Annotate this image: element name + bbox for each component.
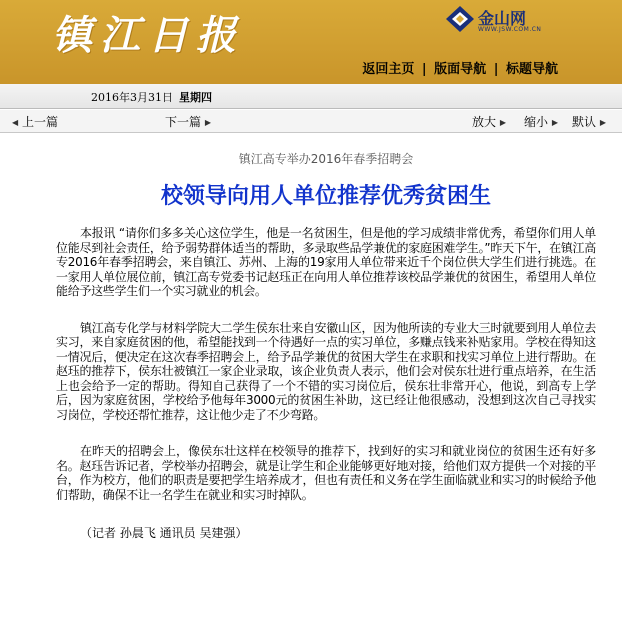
date-value: 2016年3月31日 <box>91 91 173 104</box>
issue-date <box>91 89 212 105</box>
masthead-logo: 镇江日报 <box>52 12 244 59</box>
logo-url: WWW.JSW.COM.CN <box>478 26 542 33</box>
article-toolbar <box>0 110 622 133</box>
header-banner <box>0 0 622 84</box>
date-bar <box>0 84 622 109</box>
triangle-left-icon: ◀ <box>12 118 19 127</box>
article-byline: （记者 孙晨飞 通讯员 吴建强） <box>80 526 248 540</box>
next-article-label: 下一篇 <box>165 115 202 129</box>
zoom-out-button[interactable] <box>524 113 558 130</box>
prev-article-label: 上一篇 <box>21 115 58 129</box>
jinshanwang-logo[interactable] <box>444 4 542 34</box>
triangle-right-icon: ▶ <box>599 118 606 127</box>
nav-home-link[interactable]: 返回主页 <box>362 62 415 77</box>
next-article-button[interactable] <box>165 113 211 130</box>
zoom-out-label: 缩小 <box>524 115 549 129</box>
prev-article-button[interactable] <box>12 113 58 130</box>
default-size-button[interactable] <box>572 113 606 130</box>
article-paragraph: 本报讯 “请你们多多关心这位学生，他是一名贫困生，但是他的学习成绩非常优秀，希望你们用人单位能尽到社会责任，给予弱势群体适当的帮助，多录取些品学兼优的家庭困难学生。”昨天下午，在镇江高专2016年春季招聘会，来自镇江、苏州、上海的19家用人单位带来近千个岗位供大学生们进行挑选。在一家用人单位展位前，镇江高专党委书记赵珏正在向用人单位推荐该校品学兼优的贫困生，希望用人单位能给予这些学生们一个实习就业的机会。 <box>56 226 596 298</box>
top-nav <box>362 58 558 77</box>
article-paragraph: 镇江高专化学与材料学院大二学生侯东壮来自安徽山区，因为他所读的专业大三时就要到用人单位去实习，来自家庭贫困的他，希望能找到一个待遇好一点的实习单位，多赚点钱来补贴家用。学校在得知这一情况后，便决定在这次春季招聘会上，给予品学兼优的贫困大学生在求职和找实习单位上进行帮助。在赵珏的推荐下，侯东壮被镇江一家企业录取，该企业负责人表示，他们会对侯东壮进行重点培养，在生活上也会给予一定的帮助。得知自己获得了一个不错的实习岗位后，侯东壮非常开心，他说，到高专上学后，因为家庭贫困，学校给予他每年3000元的贫困生补助，这已经让他很感动，没想到这次自己寻找实习岗位，学校还帮忙推荐，这让他少走了不少弯路。 <box>56 320 596 422</box>
article-title: 校领导向用人单位推荐优秀贫困生 <box>160 184 491 209</box>
triangle-right-icon: ▶ <box>204 118 211 127</box>
nav-separator: | <box>493 62 499 77</box>
jinshanwang-logo-icon <box>444 4 476 34</box>
article-subtitle: 镇江高专举办2016年春季招聘会 <box>238 152 414 166</box>
nav-separator: | <box>421 62 427 77</box>
triangle-right-icon: ▶ <box>499 118 506 127</box>
triangle-right-icon: ▶ <box>551 118 558 127</box>
article-paragraph: 在昨天的招聘会上，像侯东壮这样在校领导的推荐下，找到好的实习和就业岗位的贫困生还有好多名。赵珏告诉记者，学校举办招聘会，就是让学生和企业能够更好地对接，给他们双方提供一个对接的平台，作为校方，他们的职责是要把学生培养成才，但也有责任和义务在学生面临就业和实习的时候给予他们帮助，确保不让一名学生在就业和实习时掉队。 <box>56 444 596 502</box>
weekday-value: 星期四 <box>179 91 212 104</box>
logo-name: 金山网 <box>478 9 527 28</box>
nav-page-link[interactable]: 版面导航 <box>434 62 487 77</box>
nav-title-link[interactable]: 标题导航 <box>505 62 558 77</box>
article-body <box>56 132 596 541</box>
default-size-label: 默认 <box>572 115 597 129</box>
zoom-in-label: 放大 <box>472 115 497 129</box>
zoom-in-button[interactable] <box>472 113 506 130</box>
